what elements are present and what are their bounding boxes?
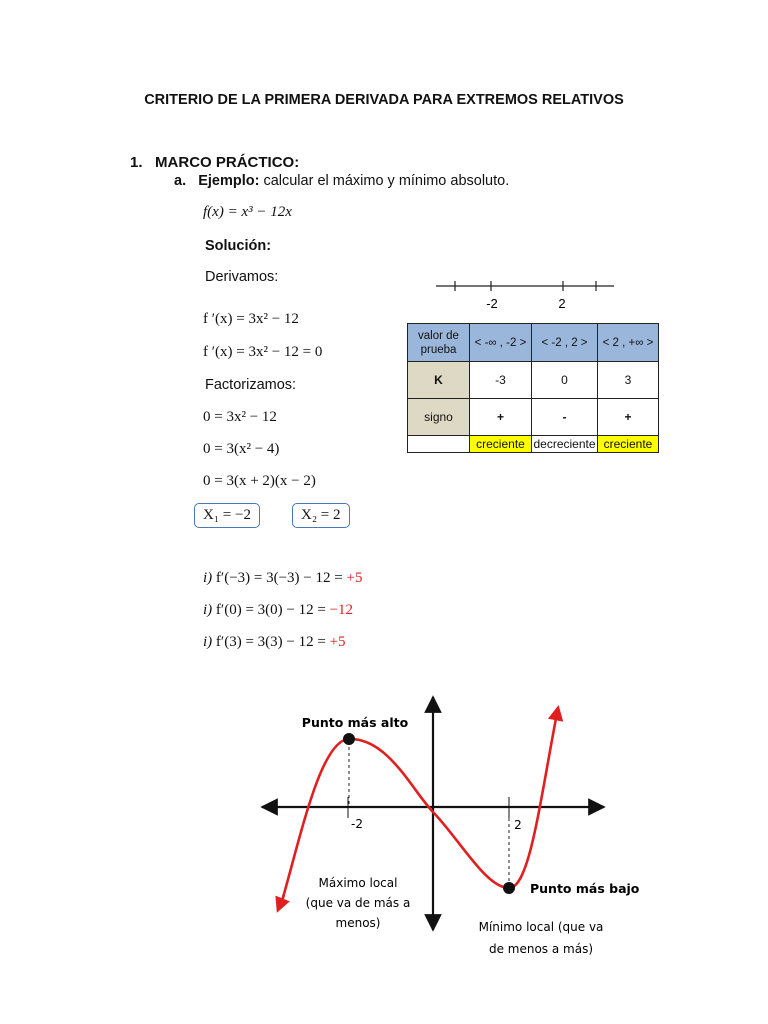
table-cell: 0 [532, 362, 598, 399]
root-box-2: X₂ = 2 [292, 503, 350, 528]
derivative-expression: f ′(x) = 3x² − 12 [203, 311, 299, 327]
table-cell: -3 [470, 362, 532, 399]
test-prefix: i) [203, 570, 216, 586]
test-result: +5 [329, 634, 346, 650]
x-label-pos2: 2 [514, 818, 522, 832]
solucion-label: Solución: [205, 238, 272, 254]
table-cell: + [598, 399, 659, 436]
equation-step-2: 0 = 3(x² − 4) [203, 441, 280, 457]
equation-step-3: 0 = 3(x + 2)(x − 2) [203, 473, 316, 489]
table-header-cell: < 2 , +∞ > [598, 324, 659, 362]
max-point-label: Punto más alto [301, 715, 409, 730]
test-expression: f′(0) = 3(0) − 12 = [215, 602, 330, 618]
section-label: MARCO PRÁCTICO: [155, 154, 300, 171]
factorizamos-label: Factorizamos: [205, 377, 297, 393]
table-cell: - [532, 399, 598, 436]
table-row-label: signo [408, 399, 470, 436]
table-cell: + [470, 399, 532, 436]
derivative-equation: f ′(x) = 3x² − 12 = 0 [203, 344, 323, 360]
test-prefix: i) [203, 602, 216, 618]
subsection-text: calcular el máximo y mínimo absoluto. [259, 173, 510, 189]
function-definition: f(x) = x³ − 12x [203, 204, 292, 220]
table-header-cell: < -2 , 2 > [532, 324, 598, 362]
max-description: Máximo local [318, 876, 398, 890]
number-line-label: 2 [558, 296, 566, 311]
min-point-label: Punto más bajo [530, 881, 640, 896]
max-description: (que va de más a [305, 896, 411, 910]
derivamos-label: Derivamos: [205, 269, 279, 285]
test-expression: f′(−3) = 3(−3) − 12 = [215, 570, 347, 586]
table-cell: 3 [598, 362, 659, 399]
min-description: de menos a más) [488, 942, 594, 956]
max-point [343, 733, 355, 745]
table-cell-decreciente: decreciente [533, 437, 596, 451]
min-description: Mínimo local (que va [478, 920, 604, 934]
table-header-cell: valor de prueba [408, 324, 470, 362]
subsection-bold: Ejemplo: [198, 173, 260, 189]
subsection-letter: a. [174, 173, 187, 189]
table-row-label: K [408, 362, 470, 399]
test-prefix: i) [203, 634, 216, 650]
test-result: +5 [346, 570, 363, 586]
test-expression: f′(3) = 3(3) − 12 = [215, 634, 330, 650]
page-title: CRITERIO DE LA PRIMERA DERIVADA PARA EXTREMOS RELATIVOS [144, 92, 624, 108]
section-number: 1. [130, 154, 143, 171]
equation-step-1: 0 = 3x² − 12 [203, 409, 277, 425]
min-point [503, 882, 515, 894]
table-cell-creciente: creciente [470, 436, 532, 453]
max-description: menos) [335, 916, 381, 930]
table-cell-creciente: creciente [598, 436, 659, 453]
test-result: −12 [329, 602, 354, 618]
table-header-cell: < -∞ , -2 > [470, 324, 532, 362]
number-line-label: -2 [486, 296, 498, 311]
root-box-1: X₁ = −2 [194, 503, 260, 528]
x-label-neg2: -2 [351, 817, 363, 831]
